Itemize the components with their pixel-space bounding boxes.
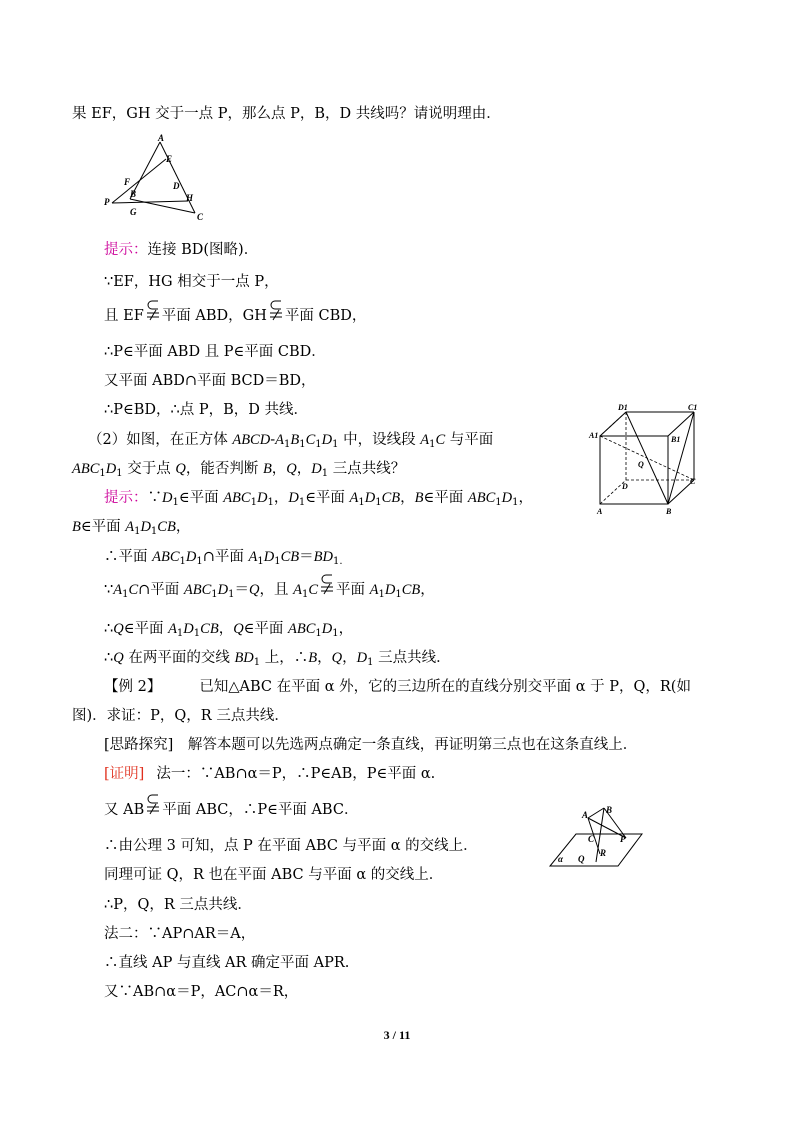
fig2-label-a1: A1 bbox=[589, 431, 599, 440]
fig1-label-b: B bbox=[130, 189, 137, 199]
text-line-13: $\because A_1C\cap$平面 $ABC_1D_1=Q$，且 $A_1C$ 平面 $A_1D_1CB$， bbox=[104, 580, 435, 600]
fig2-label-q: Q bbox=[638, 460, 644, 469]
example-2-label: 【例 2】 bbox=[104, 679, 162, 695]
l4c: 平面 CBD， bbox=[284, 308, 367, 324]
l4a: 且 EF bbox=[104, 308, 144, 324]
text-line-22: 同理可证 Q，R 也在平面 ABC 与平面 α 的交线上． bbox=[104, 867, 444, 883]
fig1-label-c: C bbox=[197, 212, 204, 222]
hint-1-label: 提示： bbox=[104, 242, 148, 258]
fig3-label-c: C bbox=[588, 834, 595, 844]
fig3-label-a: A bbox=[582, 810, 589, 820]
text-line-14: ∴Q∈平面 $A_1D_1CB$，Q∈平面 $ABC_1D_1$， bbox=[104, 621, 354, 639]
l20a: 又 AB bbox=[104, 802, 145, 818]
text-line-25: ∴直线 AP 与直线 AR 确定平面 APR. bbox=[104, 955, 350, 971]
figure-cube bbox=[588, 400, 708, 515]
text-line-3: ∵EF，HG 相交于一点 P， bbox=[104, 274, 279, 290]
proof-text: 法一：∵AB∩α＝P，∴P∈AB，P∈平面 α. bbox=[156, 766, 436, 782]
fig3-label-p: P bbox=[620, 834, 626, 844]
l20b: 平面 ABC，∴P∈平面 ABC． bbox=[162, 802, 359, 818]
figure-triangle-efgh bbox=[100, 133, 220, 228]
proper-subset-icon bbox=[146, 308, 160, 322]
proper-subset-icon bbox=[146, 802, 160, 816]
fig2-label-d1: D1 bbox=[618, 403, 628, 412]
text-line-15: ∴Q 在两平面的交线 $BD_1$ 上，∴B，Q，$D_1$ 三点共线． bbox=[104, 650, 451, 668]
text-line-18: [思路探究] 解答本题可以先选两点确定一条直线，再证明第三点也在这条直线上． bbox=[104, 737, 638, 753]
text-line-20 bbox=[104, 800, 358, 820]
text-line-21: ∴由公理 3 可知，点 P 在平面 ABC 与平面 α 的交线上． bbox=[104, 838, 478, 854]
fig1-label-p: P bbox=[104, 197, 110, 207]
proof bbox=[104, 764, 435, 784]
hint-2-label: 提示： bbox=[104, 490, 148, 506]
fig1-label-e: E bbox=[166, 154, 173, 164]
example-2 bbox=[104, 677, 691, 697]
fig3-label-alpha: α bbox=[558, 854, 563, 864]
hint-1-text: 连接 BD(图略)． bbox=[147, 242, 259, 258]
text-line-1: 果 EF，GH 交于一点 P，那么点 P，B，D 共线吗？请说明理由． bbox=[72, 106, 501, 122]
text-line-9: $ABC_1D_1$ 交于点 Q，能否判断 B，Q，$D_1$ 三点共线？ bbox=[72, 461, 406, 479]
fig2-label-b1: B1 bbox=[671, 435, 681, 444]
fig2-label-b: B bbox=[666, 507, 672, 515]
text-line-5: ∴P∈平面 ABD 且 P∈平面 CBD． bbox=[104, 344, 326, 360]
fig2-label-a: A bbox=[597, 507, 603, 515]
text-line-12: ∴平面 $ABC_1D_1\cap$平面 $A_1D_1CB=BD_{1.}$ bbox=[104, 549, 343, 567]
figure-plane-alpha bbox=[548, 804, 648, 869]
text-line-7: ∴P∈BD，∴点 P，B，D 共线． bbox=[104, 402, 308, 418]
fig2-label-d: D bbox=[622, 482, 628, 491]
l4b: 平面 ABD，GH bbox=[161, 308, 267, 324]
fig3-label-r: R bbox=[600, 848, 607, 858]
proof-label: [证明] bbox=[104, 766, 145, 782]
fig3-label-q: Q bbox=[578, 854, 585, 864]
page-number: 3 / 11 bbox=[383, 1028, 411, 1042]
text-line-23: ∴P，Q，R 三点共线． bbox=[104, 897, 252, 913]
fig1-label-g: G bbox=[130, 207, 137, 217]
fig1-label-d: D bbox=[173, 181, 180, 191]
example-2-text: 已知△ABC 在平面 α 外，它的三边所在的直线分别交平面 α 于 P，Q，R(如 bbox=[199, 679, 691, 695]
text-line-24: 法二：∵AP∩AR＝A， bbox=[104, 926, 256, 942]
text-line-4 bbox=[104, 306, 366, 326]
fig2-label-c: C bbox=[690, 477, 696, 486]
fig1-label-f: F bbox=[124, 177, 131, 187]
hint-1 bbox=[104, 240, 258, 260]
text-line-6: 又平面 ABD∩平面 BCD＝BD， bbox=[104, 373, 316, 389]
hint-2: 提示：$\because D_1\in$平面 $ABC_1D_1$，$D_1\in$平面 $A_1D_1CB$，B∈平面 $ABC_1D_1$， bbox=[104, 490, 533, 508]
fig1-label-h: H bbox=[186, 193, 194, 203]
text-line-17: 图)．求证：P，Q，R 三点共线． bbox=[72, 708, 289, 724]
proper-subset-icon bbox=[320, 582, 334, 596]
fig3-label-b: B bbox=[606, 805, 613, 815]
text-line-26: 又∵AB∩α＝P，AC∩α＝R， bbox=[104, 984, 299, 1000]
text-line-8: （2）如图，在正方体 ABCD-$A_1B_1C_1D_1$ 中，设线段 $A_1C$ 与平面 bbox=[88, 432, 494, 450]
fig2-label-c1: C1 bbox=[688, 403, 698, 412]
text-line-11: B∈平面 $A_1D_1CB$， bbox=[72, 519, 191, 537]
proper-subset-icon bbox=[269, 308, 283, 322]
fig1-label-a: A bbox=[158, 133, 165, 143]
